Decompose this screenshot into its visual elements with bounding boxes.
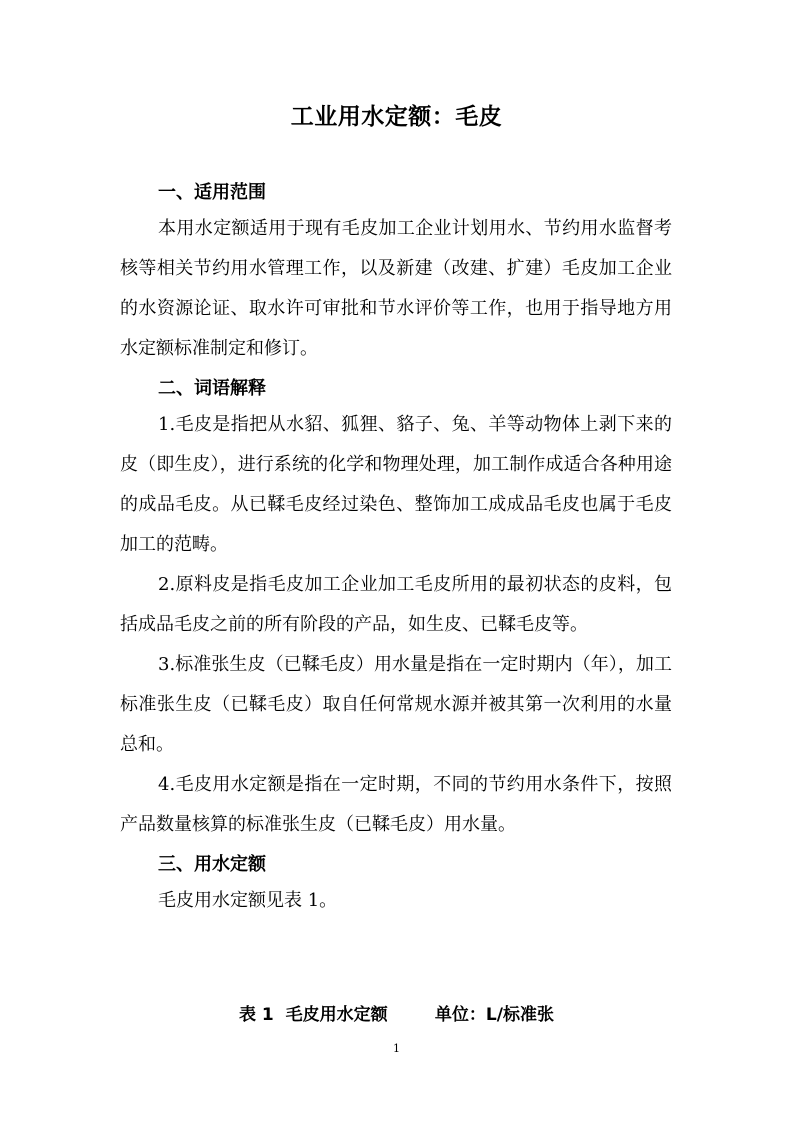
document-body — [120, 178, 672, 921]
scope-paragraph: 本用水定额适用于现有毛皮加工企业计划用水、节约用水监督考核等相关节约用水管理工作，以及新建（改建、扩建）毛皮加工企业的水资源论证、取水许可审批和节水评价等工作，也用于指导地方用水定额标准制定和修订。 — [120, 218, 672, 359]
definition-paragraph-2: 2.原料皮是指毛皮加工企业加工毛皮所用的最初状态的皮料，包括成品毛皮之前的所有阶段的产品，如生皮、已鞣毛皮等。 — [120, 574, 672, 635]
table-caption: 表 1 毛皮用水定额 单位：L/标准张 — [239, 1005, 554, 1025]
section-heading-quota: 三、用水定额 — [158, 854, 266, 875]
definition-paragraph-1: 1.毛皮是指把从水貂、狐狸、貉子、兔、羊等动物体上剥下来的皮（即生皮），进行系统的化学和物理处理，加工制作成适合各种用途的成品毛皮。从已鞣毛皮经过染色、整饰加工成成品毛皮也属于毛皮加工的范畴。 — [120, 414, 672, 555]
section-heading-scope: 一、适用范围 — [158, 182, 266, 203]
page-title: 工业用水定额：毛皮 — [290, 104, 503, 130]
definition-paragraph-4: 4.毛皮用水定额是指在一定时期，不同的节约用水条件下，按照产品数量核算的标准张生皮（已鞣毛皮）用水量。 — [120, 774, 672, 835]
definition-paragraph-3: 3.标准张生皮（已鞣毛皮）用水量是指在一定时期内（年），加工标准张生皮（已鞣毛皮）取自任何常规水源并被其第一次利用的水量总和。 — [120, 654, 672, 755]
quota-paragraph: 毛皮用水定额见表 1。 — [158, 890, 338, 911]
section-heading-definitions: 二、词语解释 — [158, 378, 266, 399]
page-number: 1 — [393, 1042, 400, 1055]
